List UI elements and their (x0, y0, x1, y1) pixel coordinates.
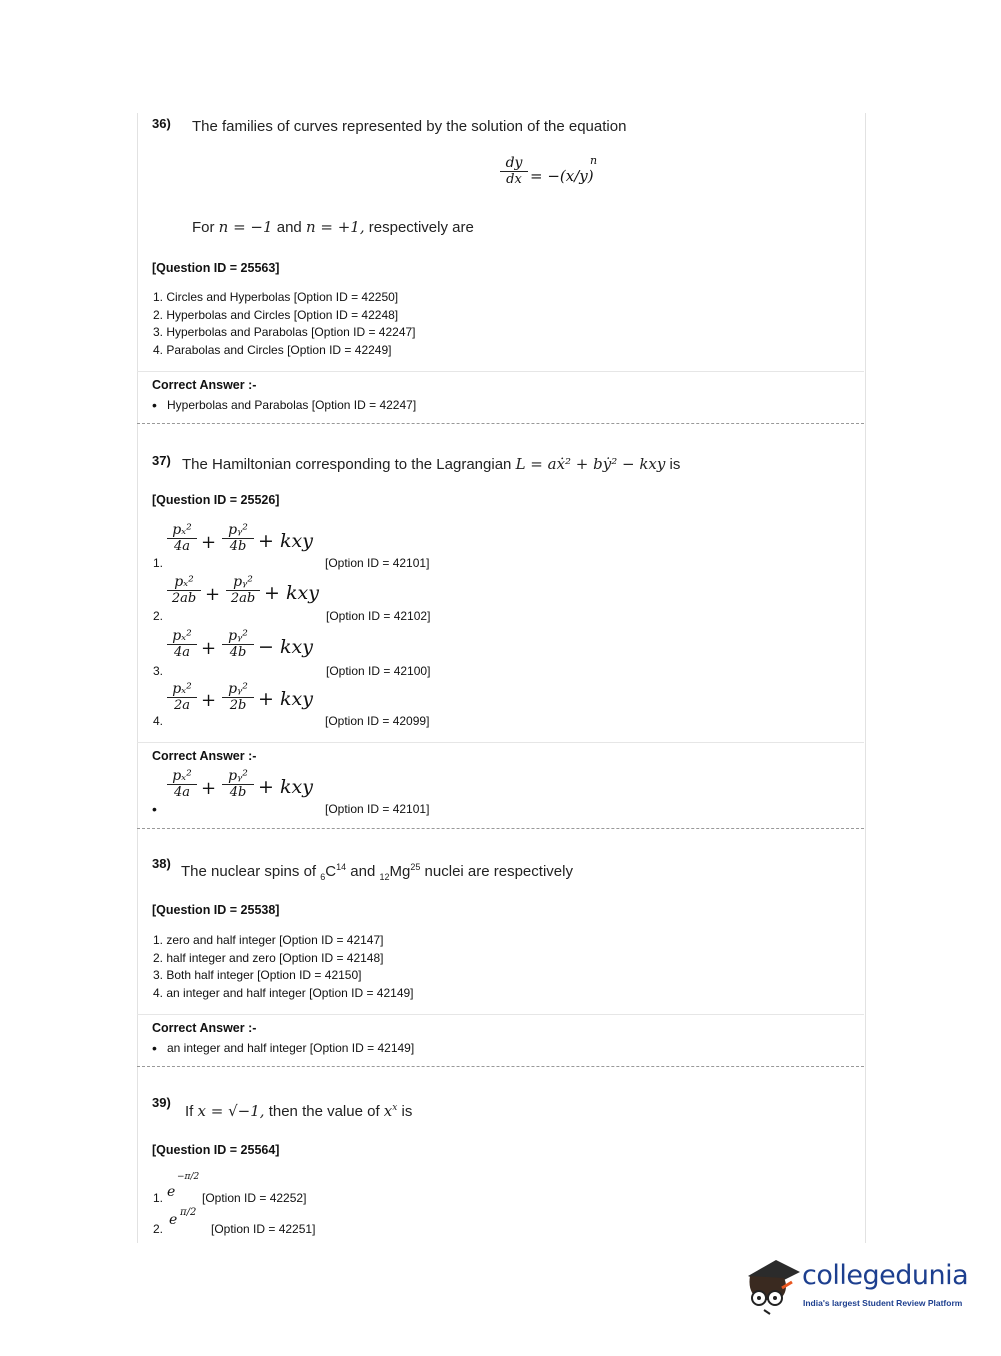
plus-sign: + (201, 532, 217, 553)
q39-opt1-id: [Option ID = 42252] (202, 1191, 307, 1205)
q36-number: 36) (152, 116, 171, 131)
q36-rhs: = −(x/y) (530, 167, 594, 185)
q38-mg-mass-number: 25 (410, 862, 421, 872)
q39-opt2-index: 2. (153, 1222, 164, 1236)
q36-cond-post: respectively are (368, 219, 474, 236)
q38-correct-answer: an integer and half integer [Option ID = 42149] (167, 1041, 415, 1055)
q37-correct-id: [Option ID = 42101] (325, 802, 430, 816)
q37-correct-frac1: pₓ² 4a (167, 768, 197, 801)
q37-opt2-tail: + kxy (264, 582, 319, 604)
q36-option-1: 1. Circles and Hyperbolas [Option ID = 42250] (153, 290, 399, 304)
divider (137, 371, 864, 372)
q37-opt2-id: [Option ID = 42102] (326, 609, 431, 623)
q37-opt3-id: [Option ID = 42100] (326, 664, 431, 678)
q36-deriv-den: dx (506, 172, 522, 187)
q36-cond-math2: n = +1, (305, 218, 365, 236)
q37-opt2-frac1: pₓ² 2ab (167, 574, 201, 607)
q38-c-mass-number: 14 (336, 862, 347, 872)
q38-text (181, 862, 573, 882)
q36-cond-math1: n = −1 (218, 218, 273, 236)
q39-math: x = √−1, (197, 1102, 265, 1120)
q38-question-id: [Question ID = 25538] (152, 903, 280, 917)
q38-option-4: 4. an integer and half integer [Option ID = 42149] (153, 985, 414, 1000)
question-separator (137, 1066, 864, 1067)
plus-sign: + (201, 638, 217, 659)
q38-mg-symbol: Mg (389, 863, 411, 880)
q37-question-id: [Question ID = 25526] (152, 493, 280, 507)
q37-opt2-index: 2. (153, 609, 164, 623)
q38-text-pre: The nuclear spins of (181, 863, 317, 880)
q39-opt2-exp: π/2 (180, 1207, 197, 1218)
question-separator (137, 423, 864, 424)
q39-opt2-id: [Option ID = 42251] (211, 1222, 316, 1236)
divider (137, 1014, 864, 1015)
logo-tagline: India's largest Student Review Platform (803, 1298, 963, 1308)
q37-opt1-frac1: pₓ² 4a (167, 522, 197, 555)
collegedunia-logo[interactable] (742, 1252, 982, 1320)
q37-opt4-index: 4. (153, 714, 164, 728)
q37-opt1-tail: + kxy (258, 530, 313, 552)
q36-correct-label: Correct Answer :- (152, 378, 257, 392)
q39-number: 39) (152, 1095, 171, 1110)
plus-sign: + (201, 690, 217, 711)
q37-opt3-index: 3. (153, 664, 164, 678)
q38-correct-label: Correct Answer :- (152, 1021, 257, 1035)
q36-deriv-num: dy (505, 155, 523, 171)
q39-text-pre: If (185, 1103, 194, 1120)
q36-question-id: [Question ID = 25563] (152, 261, 280, 275)
q37-correct-label: Correct Answer :- (152, 749, 257, 763)
q39-opt1-index: 1. (153, 1191, 164, 1205)
q37-opt3-frac1: pₓ² 4a (167, 628, 197, 661)
q37-opt4-frac1: pₓ² 2a (167, 681, 197, 714)
q39-text (185, 1102, 412, 1120)
q36-correct-answer: Hyperbolas and Parabolas [Option ID = 42247] (167, 398, 417, 412)
q37-opt1-index: 1. (153, 556, 164, 570)
q36-condition (192, 218, 474, 236)
q37-opt4-id: [Option ID = 42099] (325, 714, 430, 728)
q38-number: 38) (152, 856, 171, 871)
bullet: • (152, 397, 157, 413)
q38-option-2: 2. half integer and zero [Option ID = 42148] (153, 950, 384, 965)
q37-correct-tail: + kxy (258, 776, 313, 798)
q39-opt1-base: e (167, 1184, 176, 1200)
q38-option-3: 3. Both half integer [Option ID = 42150] (153, 968, 362, 982)
q39-text-post: is (401, 1103, 413, 1120)
q38-c-symbol: C (325, 863, 337, 880)
q38-options (153, 932, 414, 1002)
q39-exponent: x (392, 1103, 398, 1113)
q38-and: and (350, 863, 376, 880)
q37-text-pre: The Hamiltonian corresponding to the Lagrangian (182, 456, 512, 473)
q36-derivative (500, 155, 528, 188)
q37-opt1-frac2: pᵧ² 4b (222, 522, 254, 555)
q37-opt1-id: [Option ID = 42101] (325, 556, 430, 570)
q37-opt2-frac2: pᵧ² 2ab (226, 574, 260, 607)
plus-sign: + (205, 584, 221, 605)
q36-option-3: 3. Hyperbolas and Parabolas [Option ID = 42247] (153, 325, 416, 339)
q36-text: The families of curves represented by the solution of the equation (192, 118, 627, 135)
question-frame (137, 113, 866, 1243)
q37-correct-frac2: pᵧ² 4b (222, 768, 254, 801)
q38-text-post: nuclei are respectively (424, 863, 573, 880)
q37-lagrangian: L = aẋ² + bẏ² − kxy (515, 455, 666, 473)
q39-opt1-exp: −π/2 (177, 1172, 200, 1182)
q36-cond-mid: and (276, 219, 302, 236)
q36-options (153, 289, 416, 359)
q37-opt4-tail: + kxy (258, 688, 313, 710)
q37-opt4-frac2: pᵧ² 2b (222, 681, 254, 714)
q38-mg-atomic-number: 12 (379, 872, 390, 882)
q38-option-1: 1. zero and half integer [Option ID = 42147] (153, 933, 384, 947)
plus-sign: + (201, 778, 217, 799)
question-separator (137, 828, 864, 829)
q37-number: 37) (152, 453, 171, 468)
q36-option-2: 2. Hyperbolas and Circles [Option ID = 42248] (153, 307, 399, 322)
logo-wordmark: collegedunia (802, 1260, 969, 1291)
q37-text-post: is (669, 456, 681, 473)
q37-text (182, 455, 680, 473)
bullet: • (152, 1040, 157, 1056)
q36-exponent: n (590, 154, 598, 167)
q37-opt3-tail: − kxy (258, 636, 313, 658)
q39-opt2-base: e (169, 1212, 178, 1228)
q36-cond-pre: For (192, 219, 215, 236)
q39-text-mid: then the value of (268, 1103, 380, 1120)
mascot-icon (742, 1252, 802, 1316)
q39-question-id: [Question ID = 25564] (152, 1143, 280, 1157)
q37-opt3-frac2: pᵧ² 4b (222, 628, 254, 661)
q36-option-4: 4. Parabolas and Circles [Option ID = 42249] (153, 342, 392, 357)
q39-math2: x (383, 1102, 393, 1120)
q38-c-atomic-number: 6 (320, 872, 326, 882)
divider (137, 742, 864, 743)
bullet: • (152, 801, 157, 817)
